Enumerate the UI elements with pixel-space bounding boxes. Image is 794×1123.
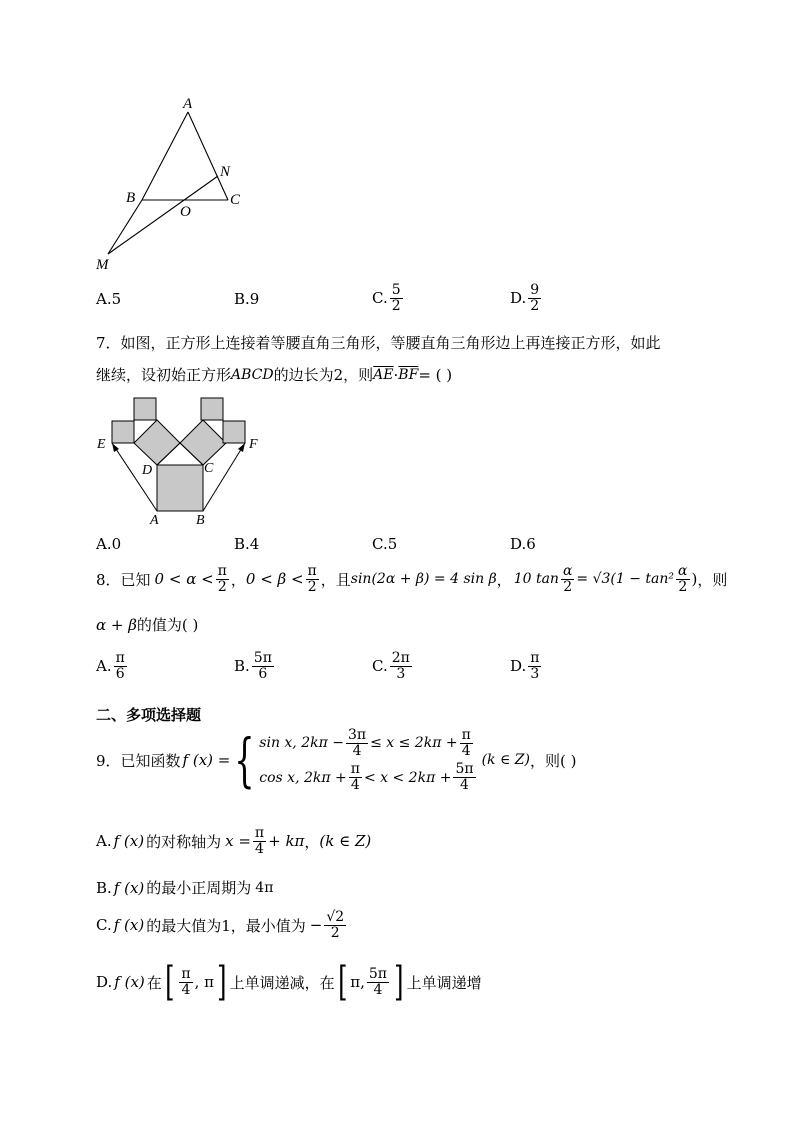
- label-e: E: [97, 437, 106, 452]
- triangle-figure: [90, 92, 260, 277]
- label-c: C: [230, 192, 241, 208]
- q9-stem: 9．已知函数 f (x) = { sin x, 2kπ − $\frac{3\pi}{4}$ ≤ x ≤ 2kπ + $\frac{\pi}{4}$ cos x, 2kπ + $\frac{\pi}{4}$ < x < 2kπ + $\frac{5\pi}{4}$ (k ∈ Z) ，则( ): [96, 726, 577, 795]
- q7-option-c[interactable]: C.5: [372, 535, 398, 553]
- q9-option-a[interactable]: A. f (x) 的对称轴为 x = $\frac{\pi}{4}$ + kπ ， (k ∈ Z): [96, 825, 372, 857]
- q6-option-c[interactable]: [372, 283, 405, 313]
- label-c2: C: [204, 461, 214, 476]
- squares-figure: [94, 396, 274, 530]
- q6-option-d[interactable]: [510, 283, 543, 313]
- q9-option-c[interactable]: C. f (x) 的最大值为1，最小值为 − $\frac{√2}{2}$: [96, 909, 345, 941]
- q8-option-b[interactable]: B. $\frac{5\pi}{6}$: [234, 650, 272, 682]
- label-n: N: [220, 164, 231, 180]
- q8-option-c[interactable]: C. $\frac{2\pi}{3}$: [372, 650, 410, 682]
- q7-line1: 7．如图，正方形上连接着等腰直角三角形，等腰直角三角形边上再连接正方形，如此: [96, 334, 661, 352]
- q7-option-b[interactable]: B.4: [234, 535, 260, 553]
- q8-option-d[interactable]: D. $\frac{\pi}{3}$: [510, 650, 540, 682]
- label-d: D: [142, 463, 153, 478]
- label-b2: B: [196, 513, 205, 528]
- q9-piece-2: cos x, 2kπ + $\frac{\pi}{4}$ < x < 2kπ + $\frac{5\pi}{4}$: [259, 761, 474, 794]
- q7-option-d[interactable]: D.6: [510, 535, 536, 553]
- left-bracket-icon: [: [164, 959, 175, 1005]
- q7-option-a[interactable]: A.0: [96, 535, 122, 553]
- label-m: M: [96, 257, 109, 273]
- q6-option-d-fraction: $\frac{9}{2}$: [530, 282, 540, 314]
- section-title: 二、多项选择题: [96, 706, 202, 724]
- q6-option-c-prefix: C.: [372, 289, 388, 308]
- q8-line1: 8．已知 0 < α < $\frac{\pi}{2}$ ， 0 < β < $\frac{\pi}{2}$ ，且 sin(2α + β) = 4 sin β ， 10 tan $\frac{\alpha}{2}$ = √3(1 − tan² $\frac{\alpha}{2}$ ) ，则: [96, 563, 728, 595]
- label-f: F: [249, 437, 258, 452]
- right-bracket-icon: ]: [394, 959, 404, 1005]
- q6-option-d-prefix: D.: [510, 289, 527, 308]
- q6-option-b[interactable]: [234, 290, 259, 308]
- left-brace-icon: {: [234, 726, 255, 795]
- q9-option-b[interactable]: B. f (x) 的最小正周期为 4π: [96, 878, 274, 897]
- label-b: B: [126, 190, 136, 206]
- right-bracket-icon: ]: [217, 959, 227, 1005]
- label-a2: A: [150, 513, 159, 528]
- q8-line2: α + β 的值为( ): [96, 615, 199, 634]
- q6-option-b-text: B.9: [234, 290, 260, 308]
- q6-option-a-text: A.5: [96, 290, 122, 308]
- q8-option-a[interactable]: A. $\frac{\pi}{6}$: [96, 650, 125, 682]
- q9-piece-1: sin x, 2kπ − $\frac{3\pi}{4}$ ≤ x ≤ 2kπ + $\frac{\pi}{4}$: [259, 727, 471, 759]
- q7-line2: 继续，设初始正方形 ABCD 的边长为2，则 $\overline{AE}$ · $\overline{BF}$ = ( ): [96, 365, 453, 384]
- label-o: O: [180, 204, 191, 220]
- label-a: A: [183, 96, 193, 112]
- q9-option-d[interactable]: D. f (x) 在 [ $\frac{\pi}{4}$ , π ] 上单调递减，在 [ π, $\frac{5\pi}{4}$ ] 上单调递增: [96, 959, 482, 1005]
- left-bracket-icon: [: [337, 959, 348, 1005]
- q6-option-a[interactable]: [96, 290, 121, 308]
- q6-option-c-fraction: $\frac{5}{2}$: [391, 282, 401, 314]
